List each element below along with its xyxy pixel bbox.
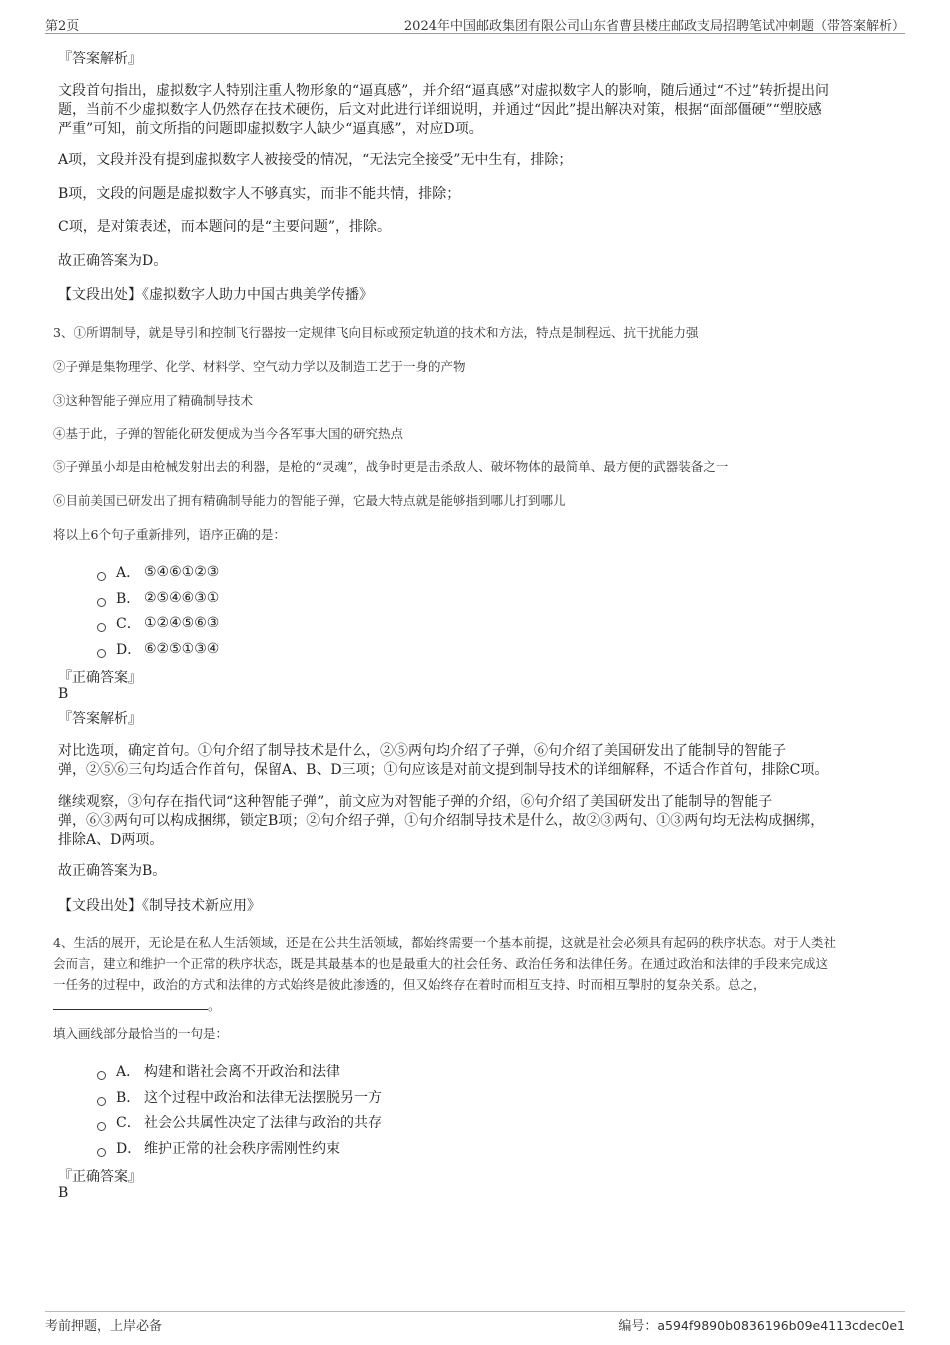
- q4-text-line: 4、生活的展开，无论是在私人生活领域，还是在公共生活领域，都始终需要一个基本前提，这就是社会必须具有起码的秩序状态。对于人类社: [53, 935, 836, 950]
- q4-text-line: 会而言，建立和维护一个正常的秩序状态，既是其最基本的也是最重大的社会任务、政治任务和法律任务。在通过政治和法律的手段来完成这: [53, 956, 829, 971]
- q3-option-c[interactable]: [97, 613, 219, 633]
- document-title: 2024年中国邮政集团有限公司山东省曹县楼庄邮政支局招聘笔试冲刺题（带答案解析）: [403, 19, 905, 34]
- radio-icon[interactable]: [97, 572, 106, 581]
- q2-analysis-line: 题，当前不少虚拟数字人仍然存在技术硬伤，后文对此进行详细说明，并通过“因此”提出解决对策，根据“面部僵硬”“塑胶感: [58, 102, 822, 118]
- q4-text-line: 一任务的过程中，政治的方式和法律的方式始终是彼此渗透的，但又始终存在着时而相互支持、时而相互掣肘的复杂关系。总之，: [53, 977, 766, 992]
- radio-icon[interactable]: [97, 649, 106, 658]
- footer-code: [618, 1315, 905, 1334]
- option-letter: D．: [116, 642, 142, 658]
- q4-option-c[interactable]: [97, 1112, 382, 1132]
- q3-sentence-2: ②子弹是集物理学、化学、材料学、空气动力学以及制造工艺于一身的产物: [53, 359, 466, 374]
- radio-icon[interactable]: [97, 1071, 106, 1080]
- q2-option-c-analysis: C项，是对策表述，而本题问的是“主要问题”，排除。: [58, 219, 392, 235]
- q3-analysis-line: 弹，②⑤⑥三句均适合作首句，保留A、B、D三项；①句应该是对前文提到制导技术的详细解释，不适合作首句，排除C项。: [58, 762, 829, 778]
- option-letter: B．: [116, 1090, 141, 1106]
- q3-analysis-line: 排除A、D两项。: [58, 832, 164, 848]
- q2-option-a-analysis: A项，文段并没有提到虚拟数字人被接受的情况，“无法完全接受”无中生有，排除；: [58, 152, 573, 168]
- q3-sentence-6: ⑥目前美国已研发出了拥有精确制导能力的智能子弹，它最大特点就是能够指到哪儿打到哪儿: [53, 493, 566, 508]
- option-text: ②⑤④⑥③①: [144, 590, 220, 606]
- q4-option-a[interactable]: [97, 1061, 340, 1081]
- q3-source: 【文段出处】《制导技术新应用》: [58, 898, 261, 914]
- q3-analysis-line: 继续观察，③句存在指代词“这种智能子弹”，前文应为对智能子弹的介绍，⑥句介绍了美国研发出了能制导的智能子: [58, 794, 773, 810]
- q4-option-b[interactable]: [97, 1087, 382, 1107]
- option-text: 维护正常的社会秩序需刚性约束: [144, 1141, 340, 1157]
- q4-blank-line: [53, 995, 836, 1016]
- blank-tail: 。: [208, 998, 221, 1013]
- radio-icon[interactable]: [97, 1148, 106, 1157]
- footer-code-label: 编号：: [618, 1319, 658, 1334]
- q3-prompt: 将以上6个句子重新排列，语序正确的是：: [53, 527, 286, 542]
- q3-option-b[interactable]: [97, 588, 219, 608]
- q3-analysis-p1: [58, 742, 828, 780]
- option-text: ①②④⑤⑥③: [144, 615, 220, 631]
- option-letter: A．: [116, 565, 141, 581]
- q3-sentence-4: ④基于此，子弹的智能化研发便成为当今各军事大国的研究热点: [53, 426, 404, 441]
- q3-analysis-label: 『答案解析』: [58, 711, 142, 727]
- q3-answer-label: 『正确答案』: [58, 670, 142, 686]
- q2-conclusion: 故正确答案为D。: [58, 253, 168, 269]
- option-text: 社会公共属性决定了法律与政治的共存: [144, 1115, 382, 1131]
- option-text: ⑤④⑥①②③: [144, 564, 220, 580]
- radio-icon[interactable]: [97, 623, 106, 632]
- q3-analysis-line: 对比选项，确定首句。①句介绍了制导技术是什么，②⑤两句均介绍了子弹，⑥句介绍了美国研发出了能制导的智能子: [58, 743, 786, 759]
- q4-answer-label: 『正确答案』: [58, 1169, 142, 1185]
- radio-icon[interactable]: [97, 1097, 106, 1106]
- q2-analysis-line: 文段首句指出，虚拟数字人特别注重人物形象的“逼真感”，并介绍“逼真感”对虚拟数字人的影响，随后通过“不过”转折提出问: [58, 83, 829, 99]
- q2-source: 【文段出处】《虚拟数字人助力中国古典美学传播》: [58, 287, 373, 303]
- footer-code-value: a594f9890b0836196b09e4113cdec0e1: [657, 1318, 905, 1333]
- radio-icon[interactable]: [97, 598, 106, 607]
- footer-slogan: 考前押题，上岸必备: [45, 1319, 163, 1334]
- radio-icon[interactable]: [97, 1122, 106, 1131]
- q3-answer: B: [58, 686, 69, 702]
- q3-sentence-1: 3、①所谓制导，就是导引和控制飞行器按一定规律飞向目标或预定轨道的技术和方法，特点是制程远、抗干扰能力强: [53, 325, 699, 340]
- option-text: 这个过程中政治和法律无法摆脱另一方: [144, 1090, 382, 1106]
- q3-analysis-p2: [58, 793, 824, 850]
- q3-sentence-3: ③这种智能子弹应用了精确制导技术: [53, 393, 254, 408]
- q4-answer: B: [58, 1185, 69, 1201]
- q4-text: [53, 932, 836, 1016]
- q2-option-b-analysis: B项，文段的问题是虚拟数字人不够真实，而非不能共情，排除；: [58, 186, 461, 202]
- footer-divider: [45, 1311, 905, 1312]
- option-letter: C．: [116, 1115, 141, 1131]
- option-letter: D．: [116, 1141, 142, 1157]
- option-text: ⑥②⑤①③④: [144, 641, 220, 657]
- q2-analysis-line: 严重”可知，前文所指的问题即虚拟数字人缺少“逼真感”，对应D项。: [58, 121, 483, 137]
- q2-analysis: [58, 82, 829, 139]
- q3-option-d[interactable]: [97, 639, 219, 659]
- option-letter: B．: [116, 591, 141, 607]
- q3-sentence-5: ⑤子弹虽小却是由枪械发射出去的利器，是枪的“灵魂”，战争时更是击杀敌人、破坏物体的最简单、最方便的武器装备之一: [53, 459, 729, 474]
- page-number: 第2页: [45, 19, 80, 34]
- fill-in-blank: [53, 997, 208, 1010]
- option-letter: C．: [116, 616, 141, 632]
- header-divider: [45, 33, 905, 34]
- option-letter: A．: [116, 1064, 141, 1080]
- q4-option-d[interactable]: [97, 1138, 340, 1158]
- q4-prompt: 填入画线部分最恰当的一句是：: [53, 1026, 229, 1041]
- option-text: 构建和谐社会离不开政治和法律: [144, 1064, 340, 1080]
- q3-conclusion: 故正确答案为B。: [58, 863, 167, 879]
- q2-analysis-label: 『答案解析』: [58, 51, 142, 67]
- q3-analysis-line: 弹，⑥③两句可以构成捆绑，锁定B项；②句介绍子弹，①句介绍制导技术是什么，故②③两句、①③两句均无法构成捆绑，: [58, 813, 825, 829]
- q3-option-a[interactable]: [97, 562, 219, 582]
